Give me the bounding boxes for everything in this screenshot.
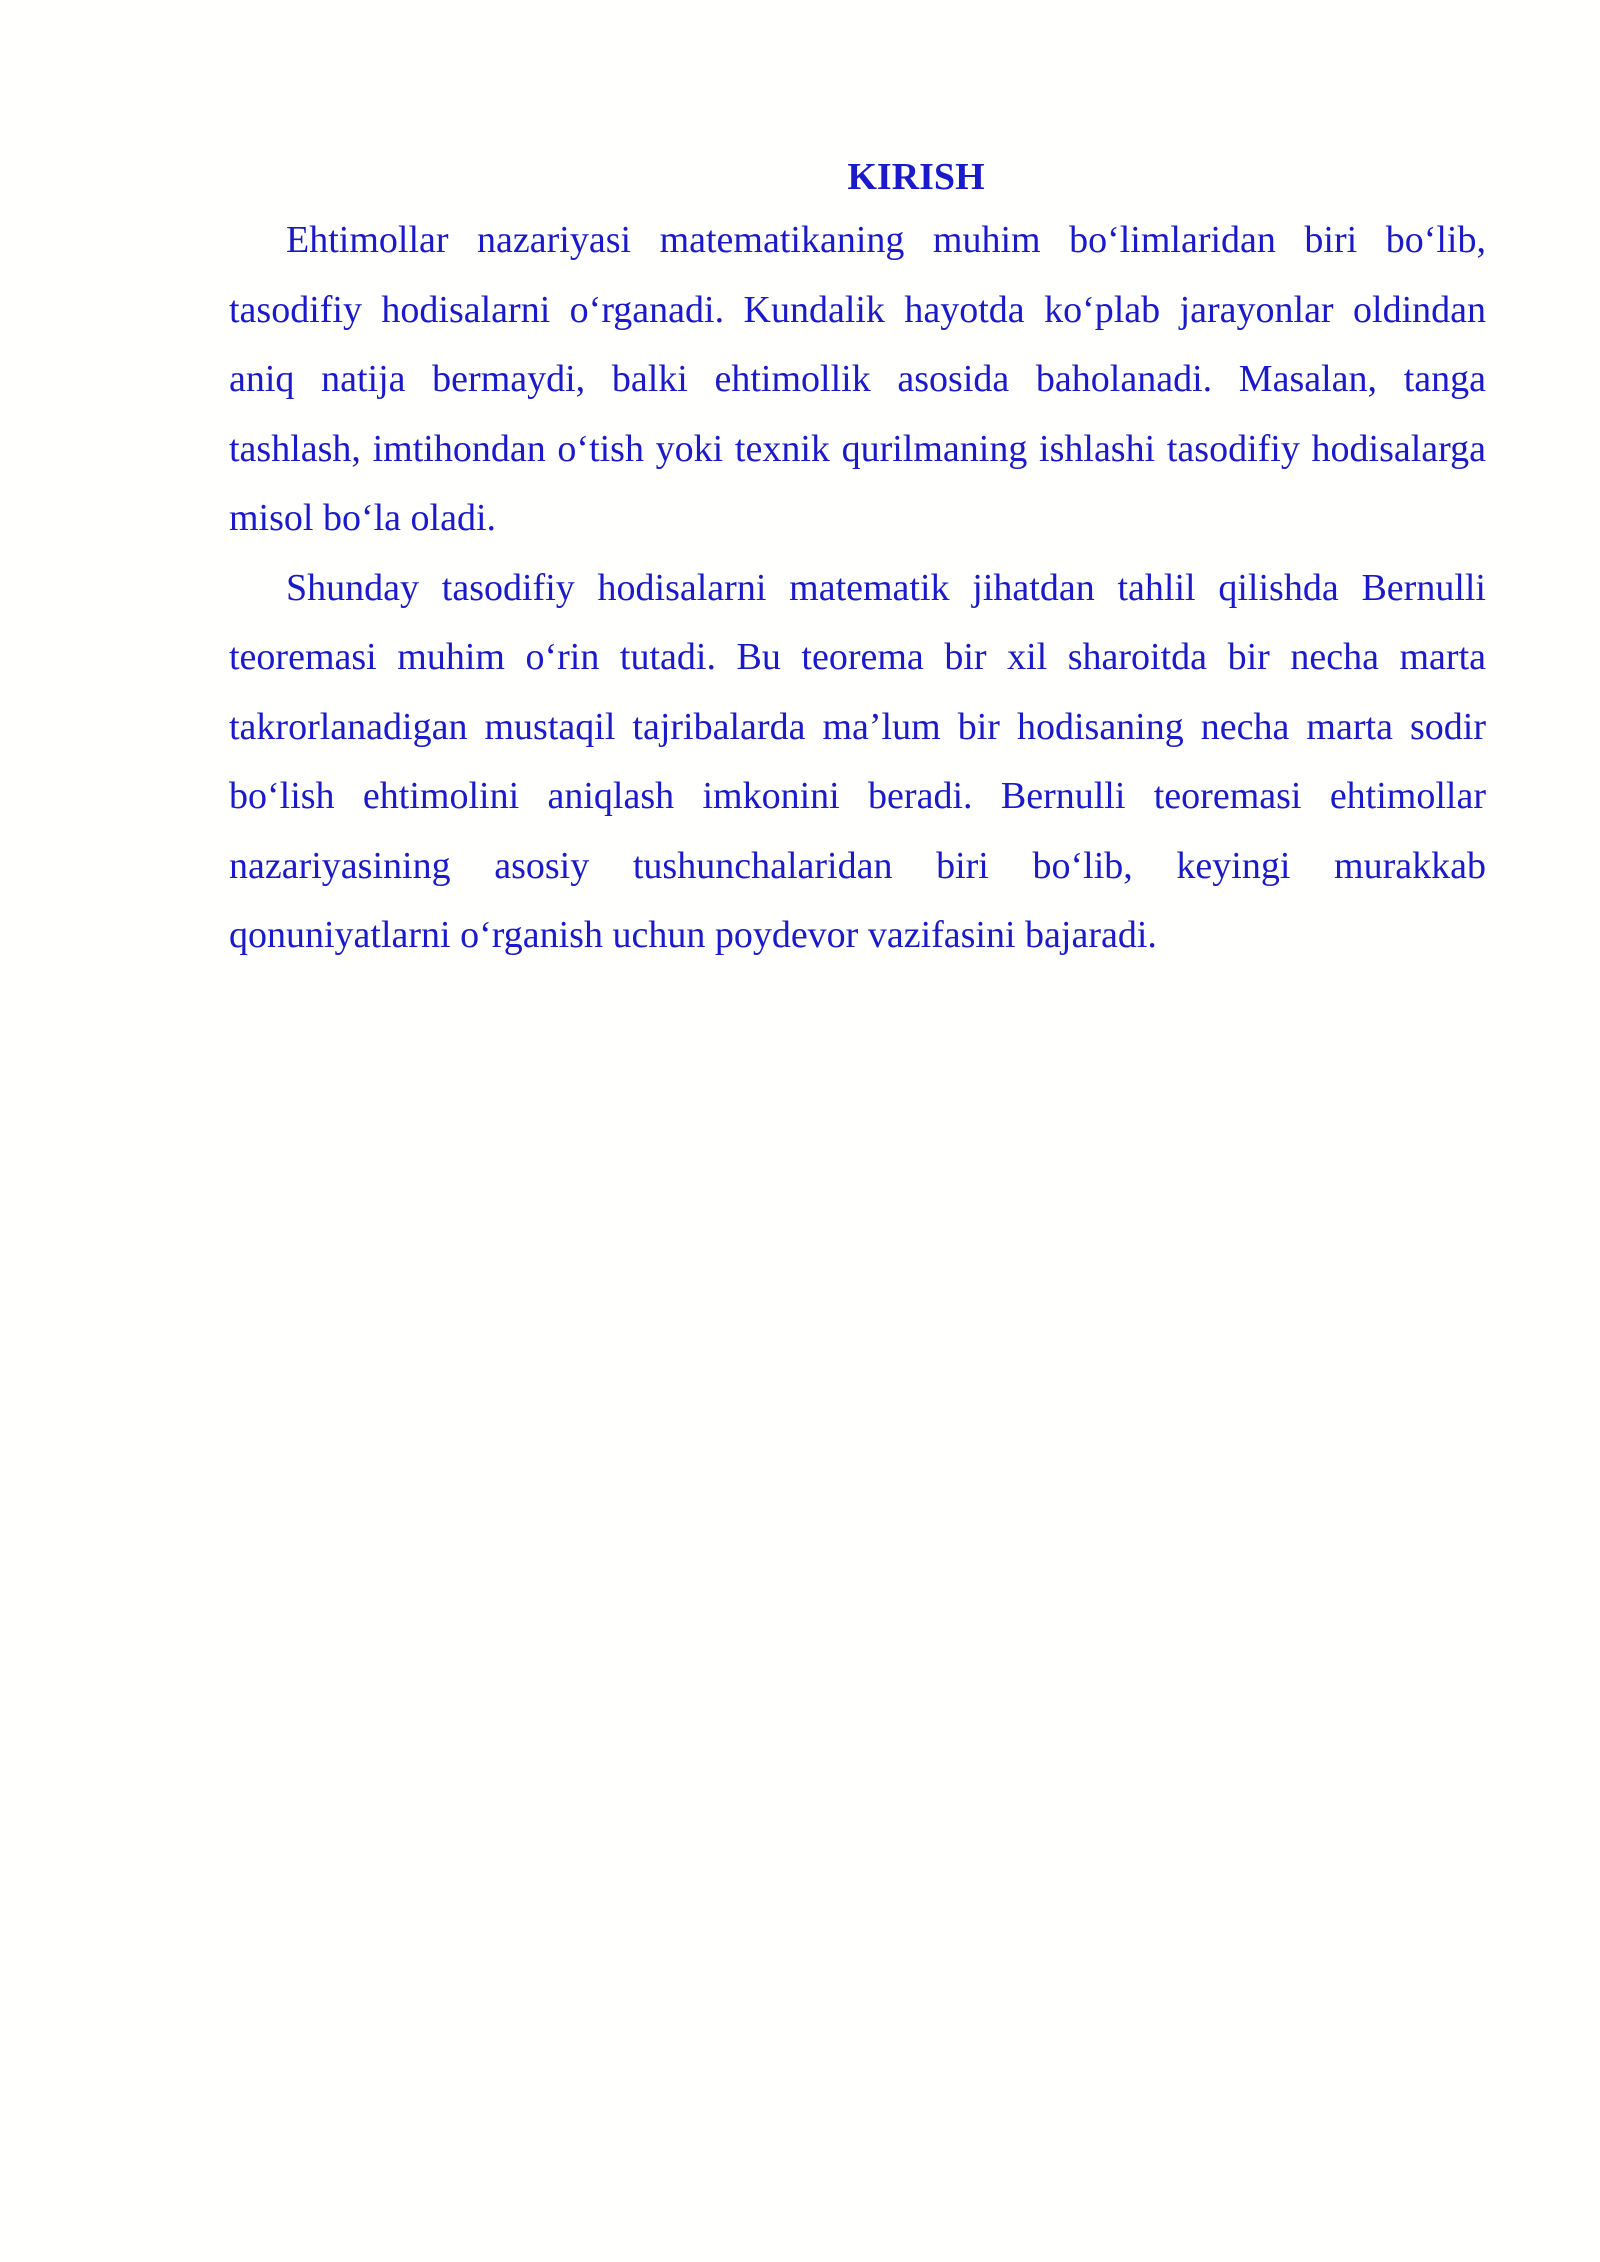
section-title: KIRISH xyxy=(847,156,985,198)
document-body xyxy=(229,148,1486,971)
paragraph-bernoulli: Shunday tasodifiy hodisalarni matematik jihatdan tahlil qilishda Bernulli teoremasi muhim o‘rin tutadi. Bu teorema bir xil sharoitda bir necha marta takrorlanadigan mustaqil tajribalarda ma’lum bir hodisaning necha marta sodir bo‘lish ehtimolini aniqlash imkonini beradi. Bernulli teoremasi ehtimollar nazariyasining asosiy tushunchalaridan biri bo‘lib, keyingi murakkab qonuniyatlarni o‘rganish uchun poydevor vazifasini bajaradi. xyxy=(229,566,1486,956)
paragraph-intro: Ehtimollar nazariyasi matematikaning muhim bo‘limlaridan biri bo‘lib, tasodifiy hodisalarni o‘rganadi. Kundalik hayotda ko‘plab jarayonlar oldindan aniq natija bermaydi, balki ehtimollik asosida baholanadi. Masalan, tanga tashlash, imtihondan o‘tish yoki texnik qurilmaning ishlashi tasodifiy hodisalarga misol bo‘la oladi. xyxy=(229,219,1486,539)
